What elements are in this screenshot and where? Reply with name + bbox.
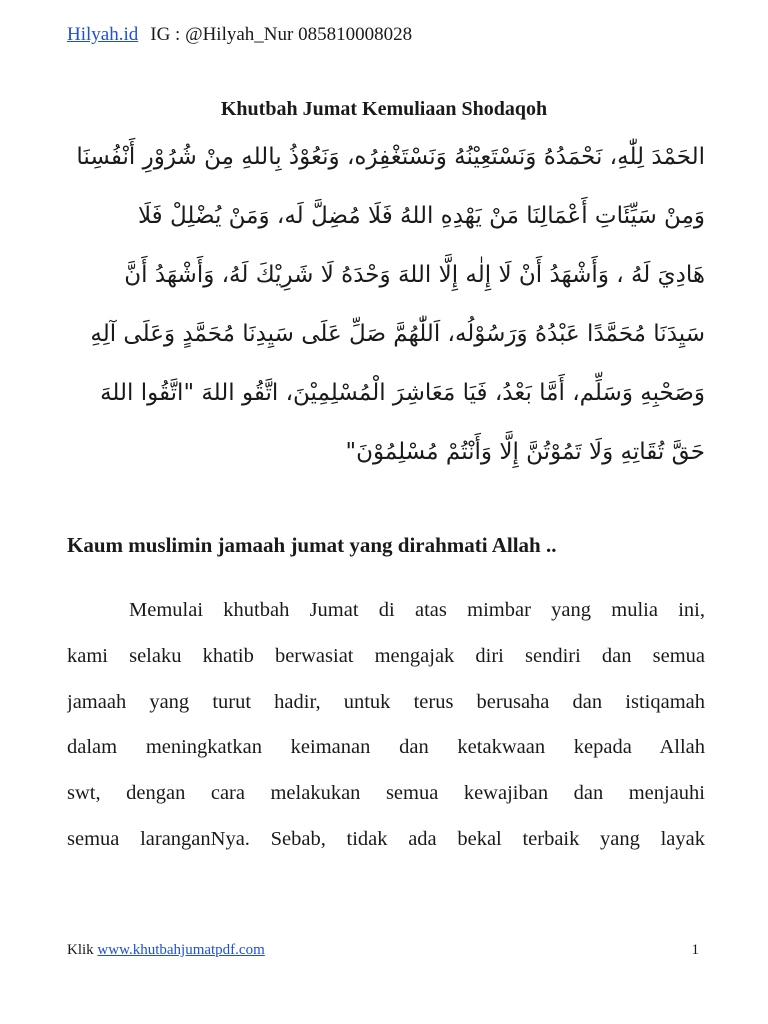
footer-prefix: Klik [67,942,94,958]
contact-info: IG : @Hilyah_Nur 085810008028 [150,24,413,45]
footer-link[interactable]: www.khutbahjumatpdf.com [97,942,265,958]
arabic-line: وَصَحْبِهِ وَسَلِّم، أَمَّا بَعْدُ، فَيَا مَعَاشِرَ الْمُسْلِمِيْنَ، اتَّقُو اللهَ "اتَّقُوا اللهَ [100,380,705,406]
arabic-line: حَقَّ تُقَاتِهِ وَلَا تَمُوْتُنَّ إِلَّا وَأَنْتُمْ مُسْلِمُوْنَ" [345,439,705,465]
paragraph-line: swt, dengan cara melakukan semua kewajiban dan menjauhi [67,782,705,805]
paragraph-line: dalam meningkatkan keimanan dan ketakwaan kepada Allah [67,736,705,759]
body-paragraph [67,588,705,863]
page-footer [67,942,705,959]
page-number: 1 [691,942,699,958]
paragraph-line: jamaah yang turut hadir, untuk terus berusaha dan istiqamah [67,690,705,713]
document-title: Khutbah Jumat Kemuliaan Shodaqoh [220,98,548,120]
site-link[interactable]: Hilyah.id [67,24,139,45]
arabic-line: الحَمْدَ لِلّٰهِ، نَحْمَدُهُ وَنَسْتَعِيْنُهُ وَنَسْتَغْفِرُه، وَنَعُوْذُ بِاللهِ مِنْ شُرُوْرِ أَنْفُسِنَا [76,144,705,170]
paragraph-line: Memulai khutbah Jumat di atas mimbar yang mulia ini, [129,599,705,621]
paragraph-line: semua laranganNya. Sebab, tidak ada bekal terbaik yang layak [67,827,705,850]
section-heading: Kaum muslimin jamaah jumat yang dirahmati Allah .. [67,533,557,557]
arabic-line: وَمِنْ سَيِّئَاتِ أَعْمَالِنَا مَنْ يَهْدِهِ اللهُ فَلَا مُضِلَّ لَه، وَمَنْ يُضْلِلْ فَلَا [137,203,705,229]
arabic-line: سَيِدَنَا مُحَمَّدًا عَبْدُهُ وَرَسُوْلُه، اَللّٰهُمَّ صَلِّ عَلَى سَيِدِنَا مُحَمَّدٍ وَعَلَى آلِهِ [90,321,705,347]
page-header [67,24,412,46]
arabic-line: هَادِيَ لَهُ ، وَأَشْهَدُ أَنْ لَا إِلٰه إِلَّا اللهَ وَحْدَهُ لَا شَرِيْكَ لَهُ، وَأَشْهَدُ أَنَّ [124,262,705,288]
paragraph-line: kami selaku khatib berwasiat mengajak diri sendiri dan semua [67,644,705,667]
arabic-opening [62,128,705,482]
